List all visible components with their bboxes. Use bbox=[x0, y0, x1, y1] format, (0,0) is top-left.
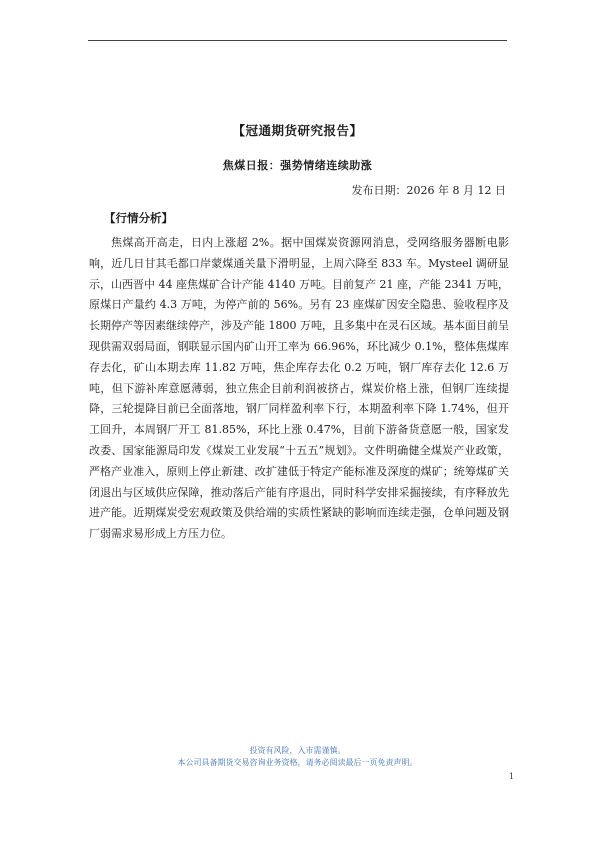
disclaimer-text: 本公司具备期货交易咨询业务资格，请务必阅读最后一页免责声明。 bbox=[177, 758, 418, 767]
section-heading: 【行情分析】 bbox=[104, 211, 173, 225]
risk-notice: 投资有风险，入市需谨慎。 bbox=[249, 746, 346, 755]
report-subtitle: 焦煤日报：强势情绪连续助涨 bbox=[222, 159, 373, 172]
market-analysis-body bbox=[89, 233, 509, 545]
publish-date: 发布日期：2026 年 8 月 12 日 bbox=[351, 184, 506, 197]
report-title: 【冠通期货研究报告】 bbox=[232, 123, 363, 138]
header-rule bbox=[88, 40, 507, 41]
market-analysis-paragraph: 焦煤高开高走，日内上涨超 2%。据中国煤炭资源网消息，受网络服务器断电影响，近几日甘其毛都口岸蒙煤通关量下滑明显，上周六降至 833 车。Mysteel 调研显示，山西晋中 44 座焦煤矿合计产能 4140 万吨。目前复产 21 座，产能 2341 万吨，原煤日产量约 4.3 万吨，为停产前的 56%。另有 23 座煤矿因安全隐患、验收程序及长期停产等因素继续停产，涉及产能 1800 万吨，且多集中在灵石区域。基本面目前呈现供需双弱局面，钢联显示国内矿山开工率为 66.96%，环比减少 0.1%，整体焦煤库存去化，矿山本期去库 11.82 万吨，焦企库存去化 0.2 万吨，钢厂库存去化 12.6 万吨，但下游补库意愿薄弱，独立焦企目前利润被挤占，煤炭价格上涨，但钢厂连续提降，三轮提降目前已全面落地，钢厂同样盈利率下行，本期盈利率下降 1.74%，但开工回升，本周钢厂开工 81.85%，环比上涨 0.47%，目前下游备货意愿一般，国家发改委、国家能源局印发《煤炭工业发展“十五五”规划》。文件明确健全煤炭产业政策，严格产业准入，原则上停止新建、改扩建低于特定产能标准及深度的煤矿；统筹煤矿关闭退出与区域供应保障，推动落后产能有序退出，同时科学安排采掘接续，有序释放先进产能。近期煤炭受宏观政策及供给端的实质性紧缺的影响而连续走强，仓单问题及钢厂弱需求易形成上方压力位。 bbox=[89, 236, 509, 541]
footer-disclaimer bbox=[0, 745, 595, 769]
page-number: 1 bbox=[509, 772, 515, 781]
